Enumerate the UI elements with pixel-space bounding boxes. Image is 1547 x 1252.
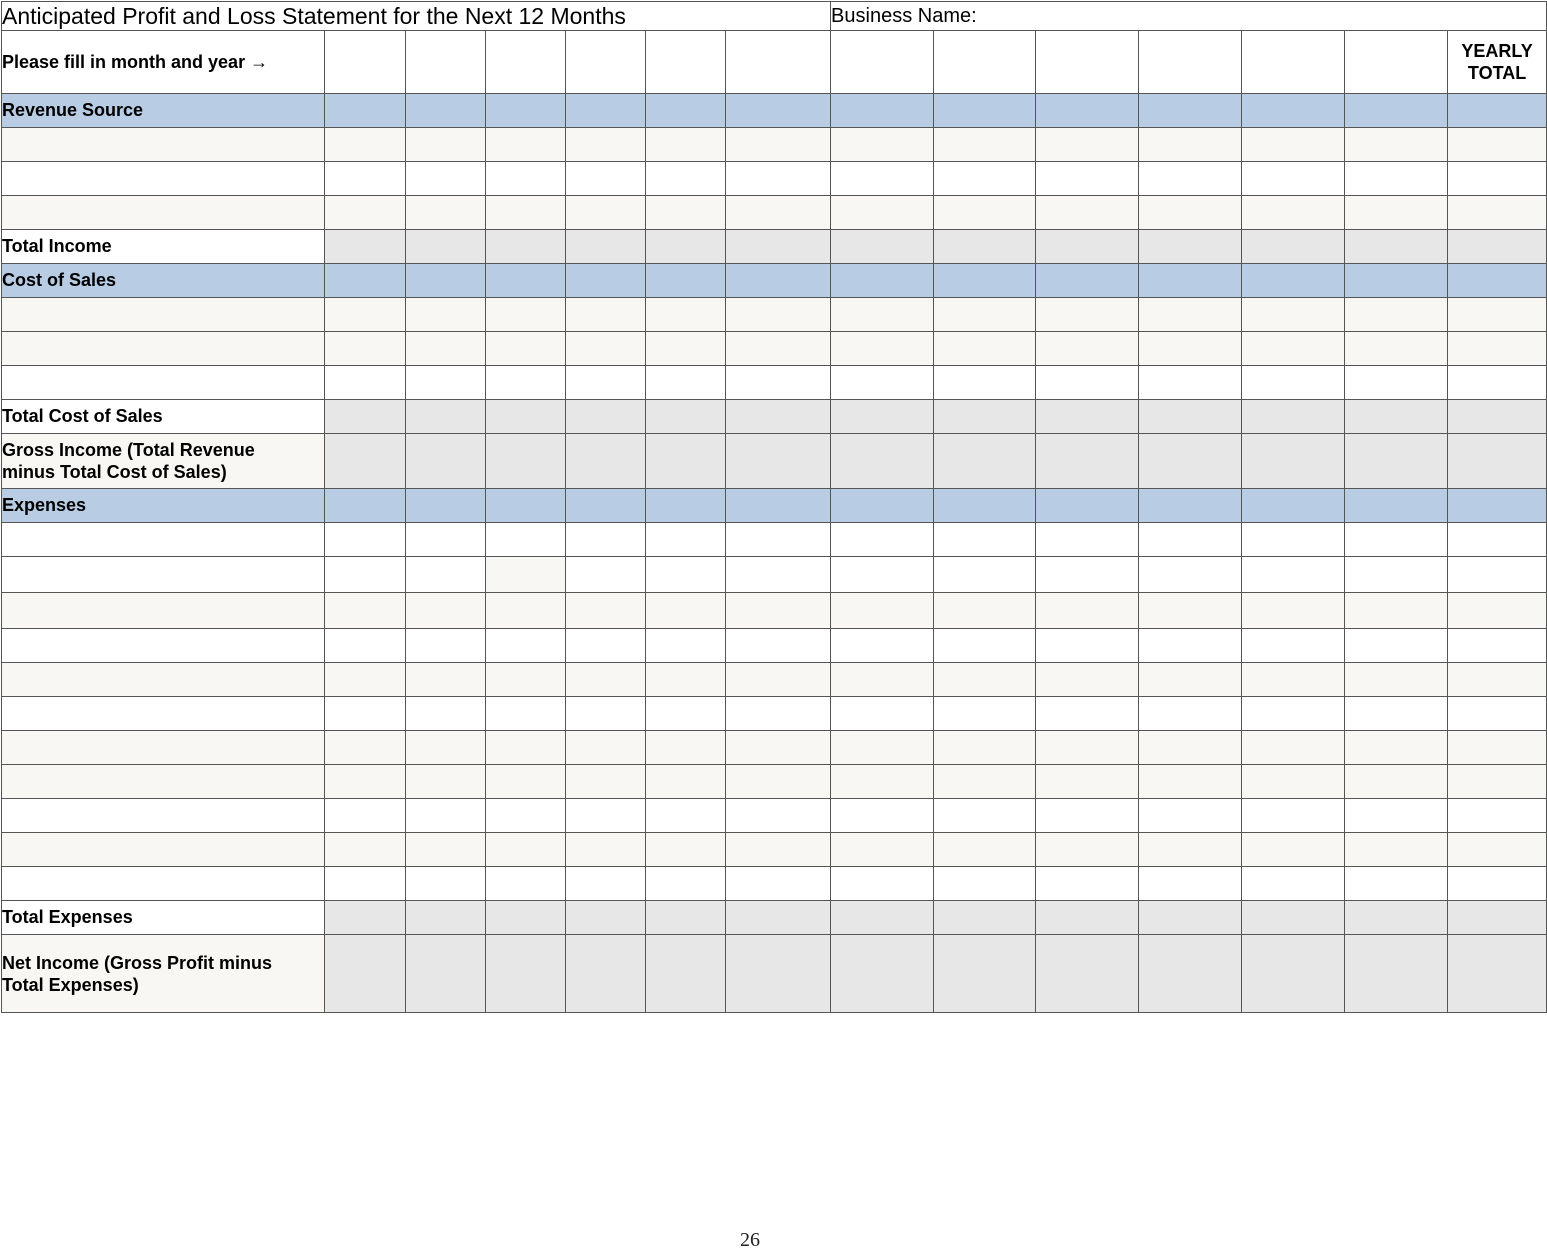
gross-income-text: Gross Income (Total Revenue minus Total Cost of Sales)	[2, 440, 255, 482]
month-cell-4[interactable]	[566, 31, 646, 94]
expense-row[interactable]	[2, 557, 1547, 593]
expense-row[interactable]	[2, 799, 1547, 833]
total-cost-of-sales-label: Total Cost of Sales	[2, 400, 325, 434]
month-cell-1[interactable]	[325, 31, 406, 94]
total-expenses-label: Total Expenses	[2, 901, 325, 935]
total-income-row	[2, 230, 1547, 264]
expense-row[interactable]	[2, 593, 1547, 629]
expenses-section-header	[2, 489, 1547, 523]
revenue-section-header	[2, 94, 1547, 128]
month-cell-2[interactable]	[406, 31, 486, 94]
expense-row[interactable]	[2, 765, 1547, 799]
expense-row[interactable]	[2, 731, 1547, 765]
revenue-row[interactable]	[2, 196, 1547, 230]
expense-row[interactable]	[2, 523, 1547, 557]
section-label-cost-of-sales: Cost of Sales	[2, 264, 325, 298]
revenue-row[interactable]	[2, 162, 1547, 196]
page-number: 26	[740, 1229, 760, 1251]
yearly-total-header	[1448, 31, 1547, 94]
month-cell-9[interactable]	[1036, 31, 1139, 94]
expense-row[interactable]	[2, 833, 1547, 867]
month-cell-8[interactable]	[934, 31, 1036, 94]
net-income-label	[2, 935, 325, 1013]
revenue-row[interactable]	[2, 128, 1547, 162]
expense-row[interactable]	[2, 867, 1547, 901]
cost-row[interactable]	[2, 298, 1547, 332]
section-label-revenue: Revenue Source	[2, 94, 325, 128]
profit-loss-table	[1, 1, 1547, 1013]
gross-income-label	[2, 434, 325, 489]
total-income-label: Total Income	[2, 230, 325, 264]
month-cell-5[interactable]	[646, 31, 726, 94]
month-cell-10[interactable]	[1139, 31, 1242, 94]
cost-row[interactable]	[2, 366, 1547, 400]
total-expenses-row	[2, 901, 1547, 935]
title-row	[2, 2, 1547, 31]
cost-row[interactable]	[2, 332, 1547, 366]
month-cell-6[interactable]	[726, 31, 831, 94]
expense-row[interactable]	[2, 663, 1547, 697]
net-income-text: Net Income (Gross Profit minus Total Expenses)	[2, 952, 273, 995]
section-label-expenses: Expenses	[2, 489, 325, 523]
business-name-field[interactable]: Business Name:	[831, 2, 1547, 31]
month-header-row	[2, 31, 1547, 94]
expense-row[interactable]	[2, 697, 1547, 731]
total-cost-of-sales-row	[2, 400, 1547, 434]
net-income-row	[2, 935, 1547, 1013]
expense-row[interactable]	[2, 629, 1547, 663]
cost-of-sales-section-header	[2, 264, 1547, 298]
page-title: Anticipated Profit and Loss Statement for the Next 12 Months	[2, 2, 831, 31]
month-cell-12[interactable]	[1345, 31, 1448, 94]
yearly-total-label: YEARLY TOTAL	[1461, 41, 1533, 83]
month-cell-7[interactable]	[831, 31, 934, 94]
month-cell-11[interactable]	[1242, 31, 1345, 94]
fill-month-prompt: Please fill in month and year →	[2, 31, 325, 94]
gross-income-row	[2, 434, 1547, 489]
month-cell-3[interactable]	[486, 31, 566, 94]
